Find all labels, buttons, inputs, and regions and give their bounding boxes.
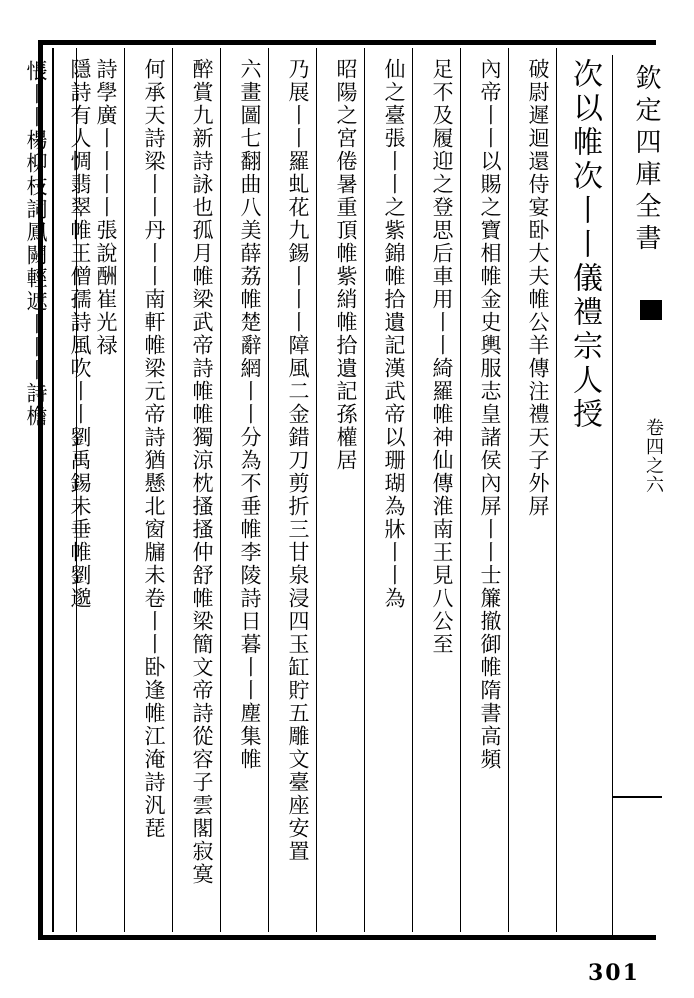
text-column-10: 何承天詩梁丨丨丹丨丨南軒帷梁元帝詩猶懸北窗牖未卷丨丨卧逢帷江淹詩汎琵 xyxy=(142,58,166,840)
text-column-1: 次以帷次丨丨儀禮宗人授 xyxy=(567,58,602,432)
text-column-2: 破尉遲迴還侍宴卧大夫帷公羊傳注禮天子外屏 xyxy=(526,58,550,518)
text-column-11: 詩學廣丨丨丨丨張說酬崔光禄 xyxy=(94,58,118,357)
margin-book-title: 欽定四庫全書 xyxy=(631,64,661,256)
text-column-8: 六畫圖七翻曲八美薛荔帷楚辭網丨丨分為不垂帷李陵詩日暮丨丨塵集帷 xyxy=(238,58,262,771)
page-number: 301 xyxy=(588,960,640,986)
text-column-5: 仙之臺張丨丨之紫錦帷拾遺記漢武帝以珊瑚為牀丨丨為 xyxy=(382,58,406,610)
text-column-6: 昭陽之宮倦暑重頂帷紫綃帷拾遺記孫權居 xyxy=(334,58,358,472)
margin-chapter-label: 卷四之六 xyxy=(643,418,664,494)
text-column-7: 乃展丨丨羅虬花九錫丨丨丨障風二金錯刀剪折三甘泉浸四玉缸貯五雕文臺座安置 xyxy=(286,58,310,863)
margin-rule xyxy=(612,796,662,798)
text-column-4: 足不及履迎之登思后車用丨丨綺羅帷神仙傳淮南王見八公至 xyxy=(430,58,454,656)
margin-black-tab xyxy=(640,300,662,320)
text-column-13: 悵丨丨楊柳枝詞鳳闕輕遮丨丨丨詩檐 xyxy=(24,60,48,428)
text-column-9: 醉賞九新詩詠也孤月帷梁武帝詩帷帷獨涼枕搔搔仲舒帷梁簡文帝詩從容子雲閣寂寞 xyxy=(190,58,214,886)
text-column-12: 隱詩有人惆翡翠帷王僧孺詩風吹丨丨劉禹錫未垂帷劉邈 xyxy=(68,58,92,610)
text-column-3: 內帝丨丨以賜之寶相帷金史輿服志皇諸侯內屏丨丨士簾撤御帷隋書高頻 xyxy=(478,58,502,771)
